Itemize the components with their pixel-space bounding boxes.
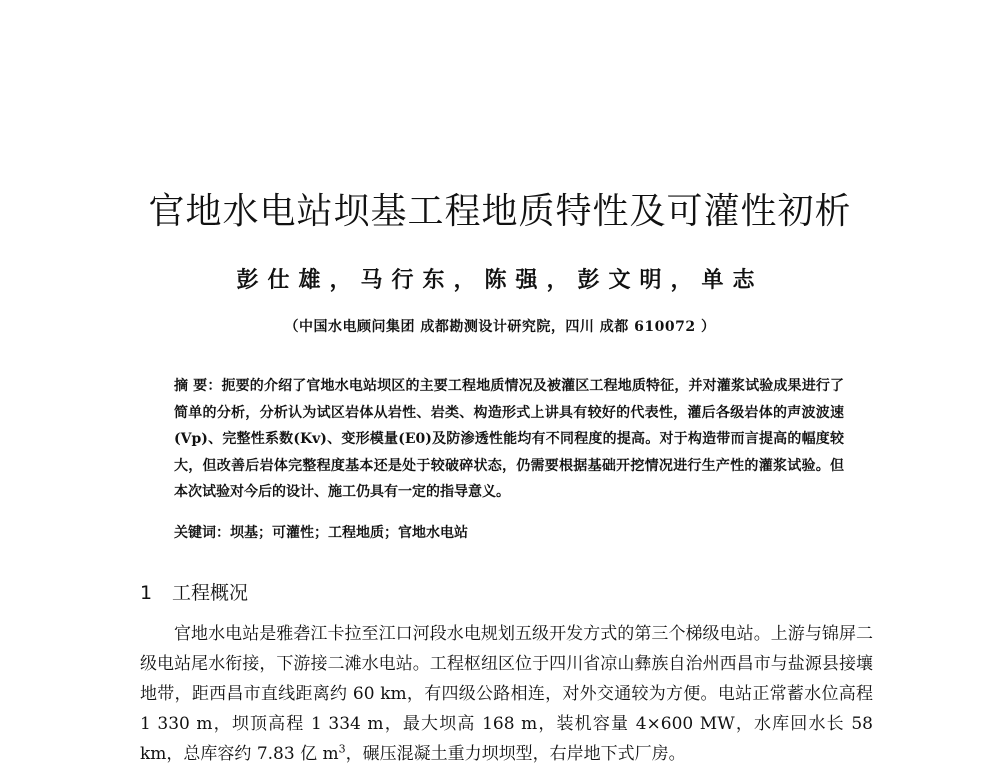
body-text-tail: ，碾压混凝土重力坝坝型，右岸地下式厂房。 (345, 744, 686, 764)
keywords-label: 关键词： (174, 525, 230, 541)
body-paragraph (140, 619, 873, 769)
abstract (174, 373, 844, 506)
keywords (174, 522, 844, 542)
abstract-label: 摘 要： (174, 378, 222, 394)
section-title: 工程概况 (172, 582, 249, 604)
author-affiliation: （中国水电顾问集团 成都勘测设计研究院，四川 成都 610072 ） (284, 319, 716, 335)
author-list: 彭仕雄，马行东，陈强，彭文明，单志 (236, 267, 764, 293)
section-number: 1 (140, 582, 153, 604)
body-text: 官地水电站是雅砻江卡拉至江口河段水电规划五级开发方式的第三个梯级电站。上游与锦屏二级电站尾水衔接，下游接二滩水电站。工程枢纽区位于四川省凉山彝族自治州西昌市与盐源县接壤地带，距西昌市直线距离约 60 km，有四级公路相连，对外交通较为方便。电站正常蓄水位高程 1 330 m，坝顶高程 1 334 m，最大坝高 168 m，装机容量 4×600 MW，水库回水长 58 km，总库容约 7.83 亿 m (140, 624, 873, 764)
section-heading (140, 578, 248, 605)
paper-title: 官地水电站坝基工程地质特性及可灌性初析 (148, 191, 852, 232)
body-superscript: 3 (338, 742, 346, 756)
abstract-text: 扼要的介绍了官地水电站坝区的主要工程地质情况及被灌区工程地质特征，并对灌浆试验成果进行了简单的分析，分析认为试区岩体从岩性、岩类、构造形式上讲具有较好的代表性，灌后各级岩体的声波波速(Vp)、完整性系数(Kv)、变形模量(E0)及防渗透性能均有不同程度的提高。对于构造带而言提高的幅度较大，但改善后岩体完整程度基本还是处于较破碎状态，仍需要根据基础开挖情况进行生产性的灌浆试验。但本次试验对今后的设计、施工仍具有一定的指导意义。 (174, 378, 845, 500)
keywords-text: 坝基；可灌性；工程地质；官地水电站 (230, 525, 468, 541)
